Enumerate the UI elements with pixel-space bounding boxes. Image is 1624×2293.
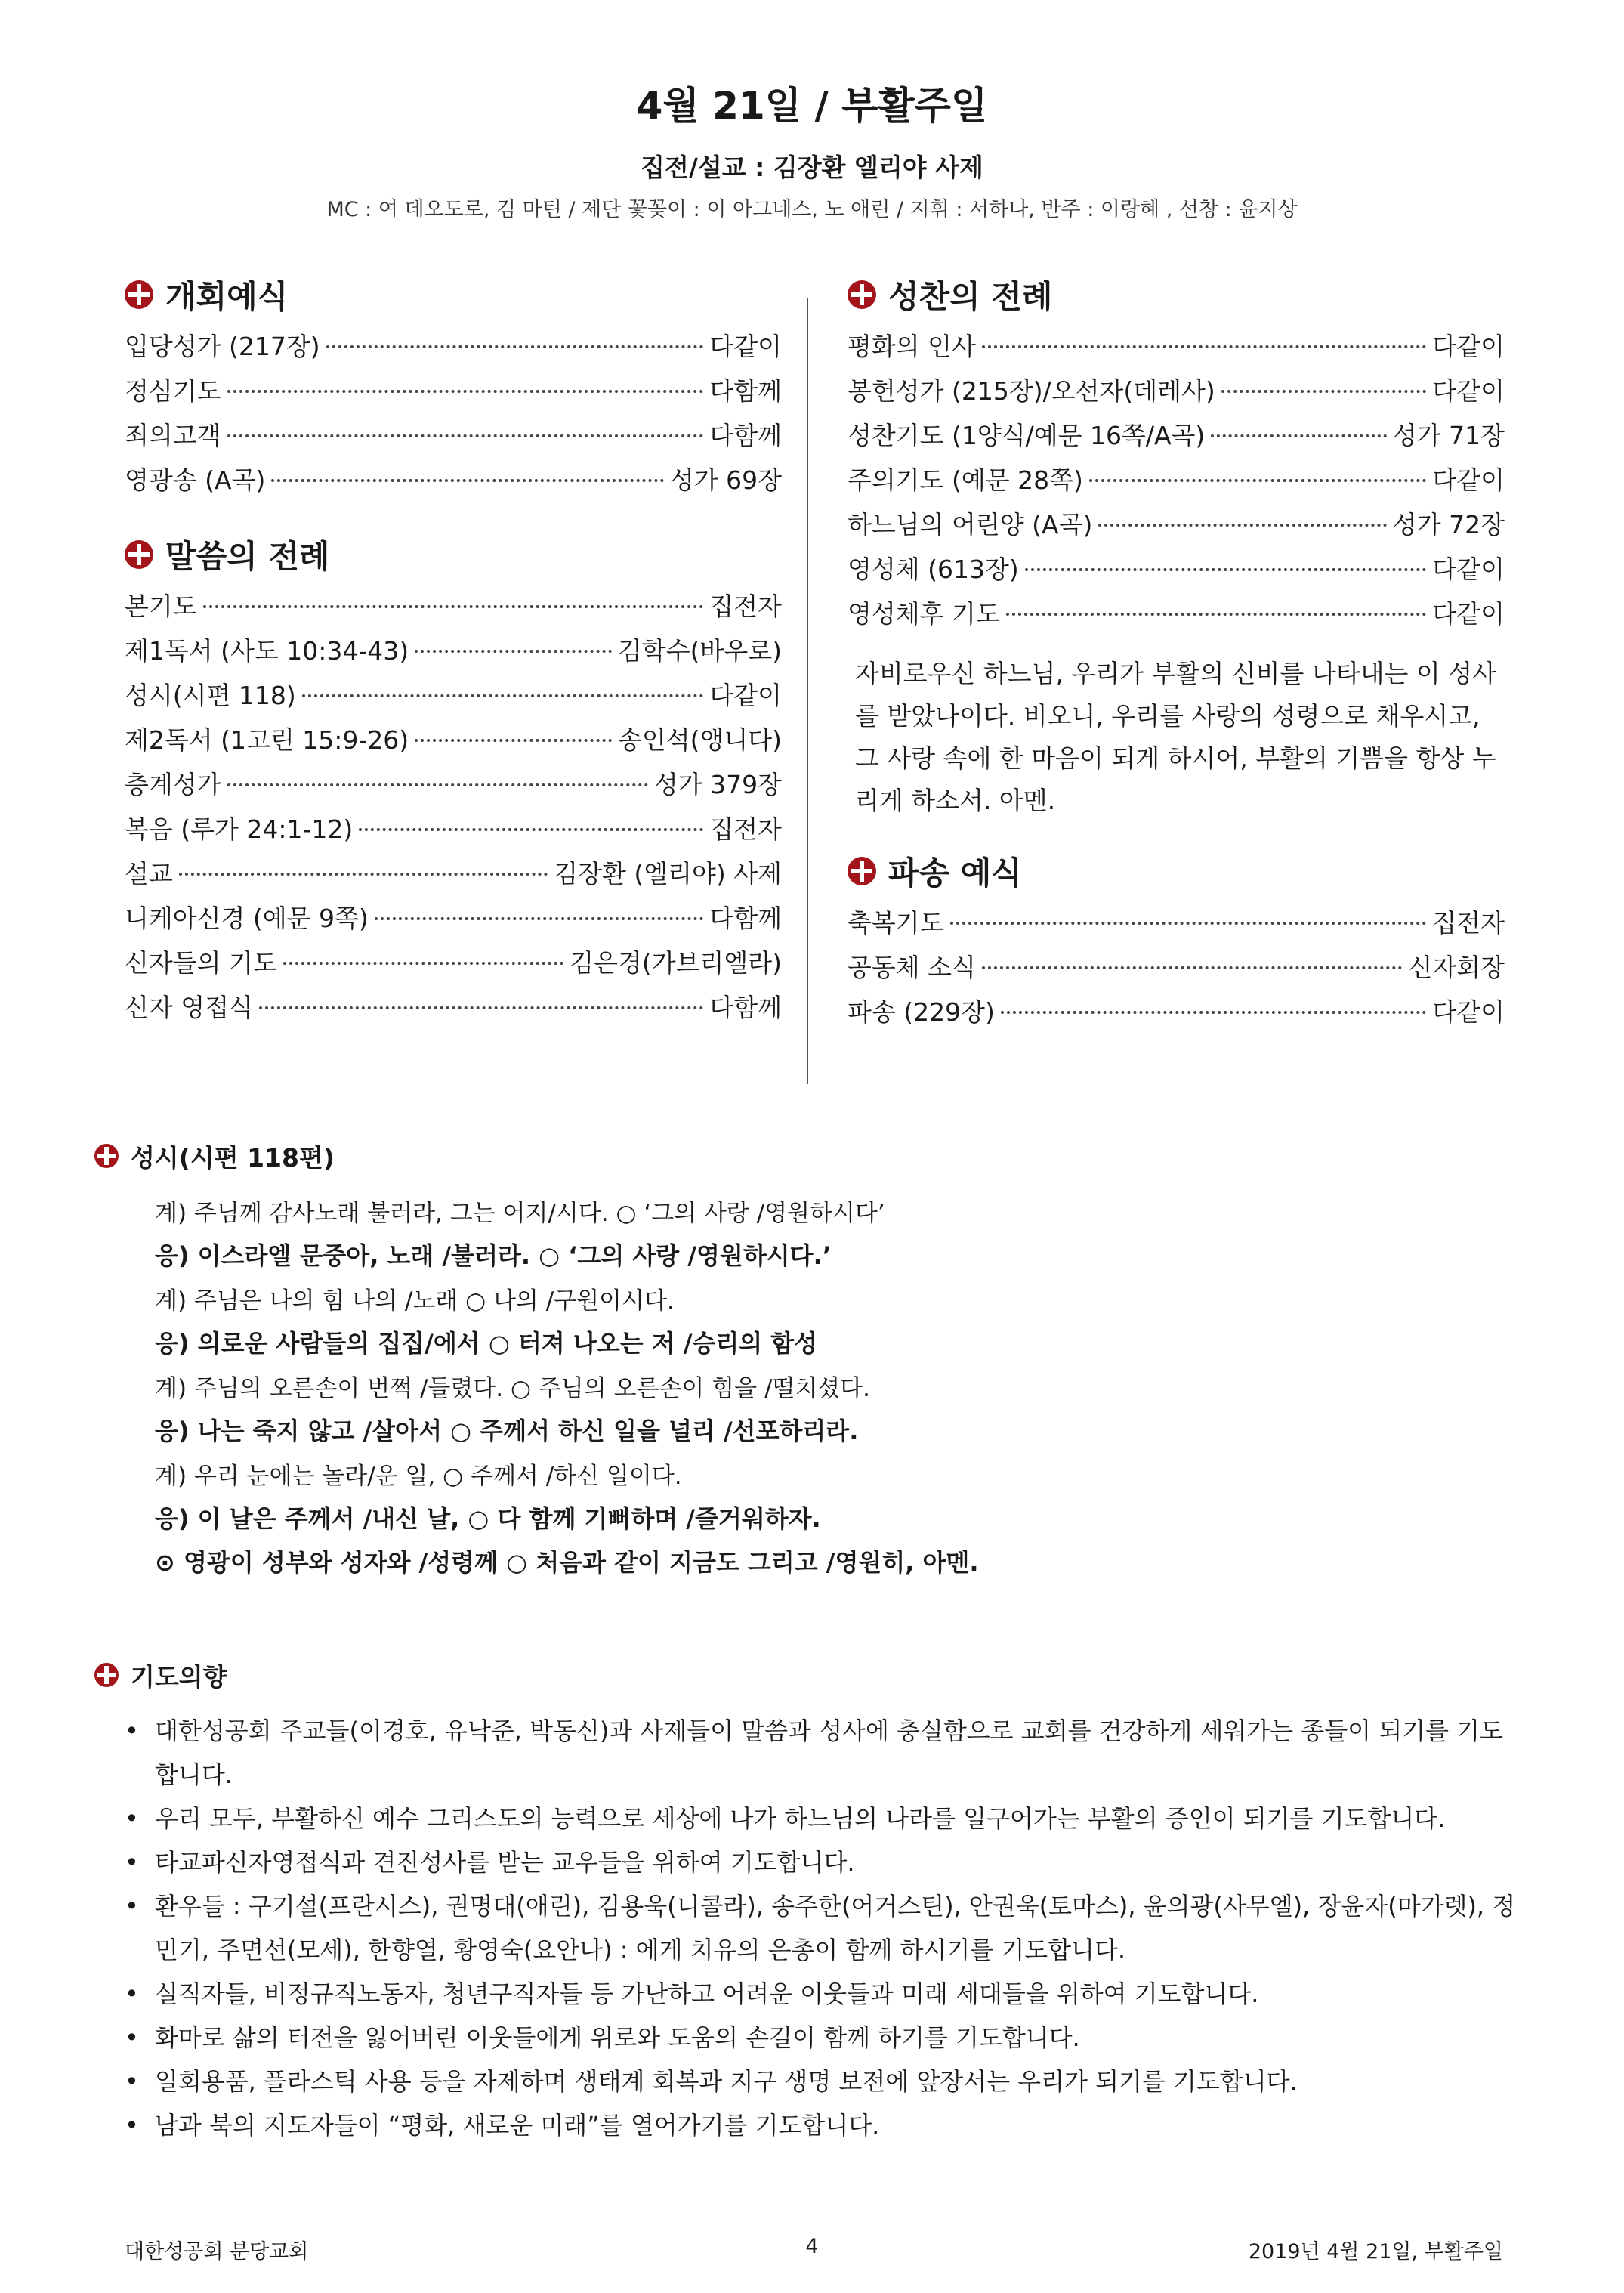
order-value: 집전자	[709, 814, 782, 844]
order-row	[848, 372, 1505, 416]
order-label: 성찬기도 (1양식/예문 16쪽/A곡)	[848, 421, 1206, 450]
order-row	[848, 416, 1505, 461]
order-row	[125, 676, 782, 721]
footer-church-name: 대한성공회 분당교회	[125, 2240, 309, 2264]
order-row	[125, 899, 782, 944]
order-label: 공동체 소식	[848, 953, 976, 982]
order-value: 다같이	[1432, 465, 1505, 495]
leader-dots	[415, 739, 612, 742]
section-heading-opening	[125, 268, 782, 321]
section-title: 개회예식	[165, 278, 289, 315]
section-heading-eucharist	[848, 268, 1505, 321]
leader-dots	[259, 1006, 703, 1009]
cross-icon	[94, 1144, 119, 1168]
order-label: 축복기도	[848, 908, 944, 938]
leader-dots	[1025, 568, 1427, 571]
leader-dots	[283, 962, 563, 965]
order-value: 다함께	[709, 376, 782, 406]
order-label: 하느님의 어린양 (A곡)	[848, 510, 1093, 539]
celebrant-line: 집전/설교 : 김장환 엘리야 사제	[641, 153, 983, 182]
left-column	[125, 268, 782, 1033]
leader-dots	[1211, 434, 1387, 437]
order-value: 성가 71장	[1392, 421, 1505, 450]
leader-dots	[1098, 524, 1387, 527]
order-label: 복음 (루가 24:1-12)	[125, 814, 354, 844]
column-divider	[807, 298, 808, 1084]
leader-dots	[375, 917, 704, 920]
order-value: 김은경(가브리엘라)	[570, 948, 782, 978]
leader-dots	[227, 783, 648, 786]
intention-item: • 남과 북의 지도자들이 “평화, 새로운 미래”를 열어가기를 기도합니다.	[125, 2103, 1522, 2147]
order-value: 집전자	[1432, 908, 1505, 938]
order-label: 평화의 인사	[848, 332, 976, 361]
order-row	[125, 461, 782, 505]
order-label: 신자들의 기도	[125, 948, 277, 978]
order-label: 설교	[125, 859, 173, 888]
order-row	[125, 632, 782, 676]
order-row	[125, 587, 782, 632]
leader-dots	[982, 345, 1426, 348]
order-value: 다함께	[709, 904, 782, 933]
footer-date: 2019년 4월 21일, 부활주일	[1248, 2240, 1503, 2264]
order-row	[125, 765, 782, 810]
intentions-title: 기도의향	[131, 1661, 227, 1692]
cross-icon	[125, 280, 153, 309]
leader-dots	[982, 966, 1403, 969]
intention-item: • 타교파신자영접식과 견진성사를 받는 교우들을 위하여 기도합니다.	[125, 1840, 1522, 1884]
order-label: 영성체후 기도	[848, 599, 1000, 629]
eucharist-items	[848, 327, 1505, 639]
psalm-line: 응) 이스라엘 문중아, 노래 /불러라. ○ ‘그의 사랑 /영원하시다.’	[155, 1241, 832, 1270]
order-label: 성시(시편 118)	[125, 681, 296, 710]
order-value: 성가 69장	[669, 465, 782, 495]
order-value: 성가 72장	[1392, 510, 1505, 539]
order-row	[848, 550, 1505, 595]
leader-dots	[227, 434, 704, 437]
order-label: 제1독서 (사도 10:34-43)	[125, 636, 409, 666]
order-label: 죄의고객	[125, 421, 221, 450]
order-label: 봉헌성가 (215장)/오선자(데레사)	[848, 376, 1215, 406]
order-value: 다같이	[1432, 555, 1505, 584]
leader-dots	[415, 650, 612, 653]
intentions-heading	[94, 1656, 227, 1694]
cross-icon	[848, 280, 876, 309]
section-title: 성찬의 전례	[888, 278, 1053, 315]
intention-item: • 대한성공회 주교들(이경호, 유낙준, 박동신)과 사제들이 말씀과 성사에 충실함으로 교회를 건강하게 세워가는 종들이 되기를 기도합니다.	[125, 1709, 1522, 1797]
order-value: 집전자	[709, 592, 782, 621]
order-row	[125, 372, 782, 416]
order-row	[848, 327, 1505, 372]
order-value: 다같이	[1432, 376, 1505, 406]
leader-dots	[326, 345, 704, 348]
section-heading-dismissal	[848, 845, 1505, 898]
psalm-heading	[94, 1137, 335, 1175]
post-communion-prayer: 자비로우신 하느님, 우리가 부활의 신비를 나타내는 이 성사를 받았나이다. 비오니, 우리를 사랑의 성령으로 채우시고, 그 사랑 속에 한 마음이 되게 하시어, 부활의 기쁨을 항상 누리게 하소서. 아멘.	[855, 659, 1496, 815]
order-row	[848, 595, 1505, 639]
psalm-line: 계) 주님은 나의 힘 나의 /노래 ○ 나의 /구원이시다.	[155, 1287, 675, 1315]
leader-dots	[203, 605, 704, 608]
order-row	[848, 505, 1505, 550]
psalm-line: 계) 주님의 오른손이 번쩍 /들렸다. ○ 주님의 오른손이 힘을 /떨치셨다.	[155, 1374, 871, 1402]
psalm-line: 응) 이 날은 주께서 /내신 날, ○ 다 함께 기뻐하며 /즐거워하자.	[155, 1504, 821, 1533]
order-value: 신자회장	[1408, 953, 1505, 982]
intention-item: • 환우들 : 구기설(프란시스), 권명대(애린), 김용욱(니콜라), 송주한(어거스틴), 안권욱(토마스), 윤의광(사무엘), 장윤자(마가렛), 정민기, 주면선(모세), 한향열, 황영숙(요안나) : 에게 치유의 은총이 함께 하시기를 기도합니다.	[125, 1884, 1522, 1972]
intention-item: • 일회용품, 플라스틱 사용 등을 자제하며 생태계 회복과 지구 생명 보전에 앞장서는 우리가 되기를 기도합니다.	[125, 2060, 1522, 2103]
order-value: 다함께	[709, 421, 782, 450]
intention-item: • 우리 모두, 부활하신 예수 그리스도의 능력으로 세상에 나가 하느님의 나라를 일구어가는 부활의 증인이 되기를 기도합니다.	[125, 1797, 1522, 1840]
order-value: 다함께	[709, 993, 782, 1022]
leader-dots	[359, 828, 703, 831]
order-value: 김학수(바우로)	[617, 636, 782, 666]
order-row	[125, 988, 782, 1033]
dismissal-items	[848, 904, 1505, 1037]
order-row	[125, 721, 782, 765]
order-value: 다같이	[709, 332, 782, 361]
order-label: 니케아신경 (예문 9쪽)	[125, 904, 369, 933]
leader-dots	[227, 390, 704, 393]
intention-item: • 실직자들, 비정규직노동자, 청년구직자들 등 가난하고 어려운 이웃들과 미래 세대들을 위하여 기도합니다.	[125, 1972, 1522, 2016]
order-row	[125, 854, 782, 899]
psalm-line: 응) 의로운 사람들의 집집/에서 ○ 터져 나오는 저 /승리의 함성	[155, 1329, 818, 1358]
order-label: 영광송 (A곡)	[125, 465, 266, 495]
credits-line: MC : 여 데오도로, 김 마틴 / 제단 꽃꽂이 : 이 아그네스, 노 애린 / 지휘 : 서하나, 반주 : 이랑혜 , 선창 : 윤지상	[326, 198, 1298, 221]
psalm-line: 계) 주님께 감사노래 불러라, 그는 어지/시다. ○ ‘그의 사랑 /영원하시다’	[155, 1199, 885, 1227]
intention-item: • 화마로 삶의 터전을 잃어버린 이웃들에게 위로와 도움의 손길이 함께 하기를 기도합니다.	[125, 2016, 1522, 2060]
leader-dots	[950, 922, 1427, 925]
order-row	[848, 948, 1505, 993]
order-value: 다같이	[1432, 997, 1505, 1027]
cross-icon	[94, 1663, 119, 1687]
order-label: 제2독서 (1고린 15:9-26)	[125, 725, 409, 755]
order-row	[125, 327, 782, 372]
order-label: 영성체 (613장)	[848, 555, 1019, 584]
right-column	[848, 268, 1505, 1037]
word-items	[125, 587, 782, 1033]
psalm-line: 응) 나는 죽지 않고 /살아서 ○ 주께서 하신 일을 널리 /선포하리라.	[155, 1417, 859, 1445]
order-value: 성가 379장	[653, 770, 782, 799]
order-row	[848, 993, 1505, 1037]
psalm-text	[155, 1188, 1514, 1583]
order-row	[125, 810, 782, 854]
order-label: 본기도	[125, 592, 197, 621]
psalm-line: 계) 우리 눈에는 놀라/운 일, ○ 주께서 /하신 일이다.	[155, 1462, 682, 1490]
opening-items	[125, 327, 782, 505]
intentions-list	[125, 1709, 1522, 2147]
order-value: 김장환 (엘리야) 사제	[554, 859, 782, 888]
order-row	[848, 904, 1505, 948]
section-title: 말씀의 전례	[165, 538, 330, 575]
leader-dots	[1221, 390, 1427, 393]
order-row	[125, 944, 782, 988]
page-title: 4월 21일 / 부활주일	[636, 84, 988, 128]
leader-dots	[179, 873, 548, 876]
leader-dots	[271, 479, 664, 482]
order-value: 다같이	[1432, 599, 1505, 629]
order-value: 송인석(앵니다)	[617, 725, 782, 755]
order-label: 층계성가	[125, 770, 221, 799]
order-row	[848, 461, 1505, 505]
order-label: 입당성가 (217장)	[125, 332, 320, 361]
order-label: 정심기도	[125, 376, 221, 406]
order-row	[125, 416, 782, 461]
cross-icon	[848, 857, 876, 885]
leader-dots	[1089, 479, 1426, 482]
order-label: 신자 영접식	[125, 993, 253, 1022]
leader-dots	[1006, 613, 1427, 616]
psalm-line: ⊙ 영광이 성부와 성자와 /성령께 ○ 처음과 같이 지금도 그리고 /영원히, 아멘.	[155, 1548, 979, 1577]
psalm-title: 성시(시편 118편)	[131, 1142, 335, 1173]
order-value: 다같이	[709, 681, 782, 710]
section-title: 파송 예식	[888, 854, 1022, 892]
order-label: 주의기도 (예문 28쪽)	[848, 465, 1083, 495]
leader-dots	[302, 694, 704, 697]
order-label: 파송 (229장)	[848, 997, 995, 1027]
section-heading-word	[125, 528, 782, 581]
leader-dots	[1001, 1011, 1426, 1014]
order-value: 다같이	[1432, 332, 1505, 361]
page-number: 4	[805, 2235, 819, 2258]
cross-icon	[125, 540, 153, 569]
